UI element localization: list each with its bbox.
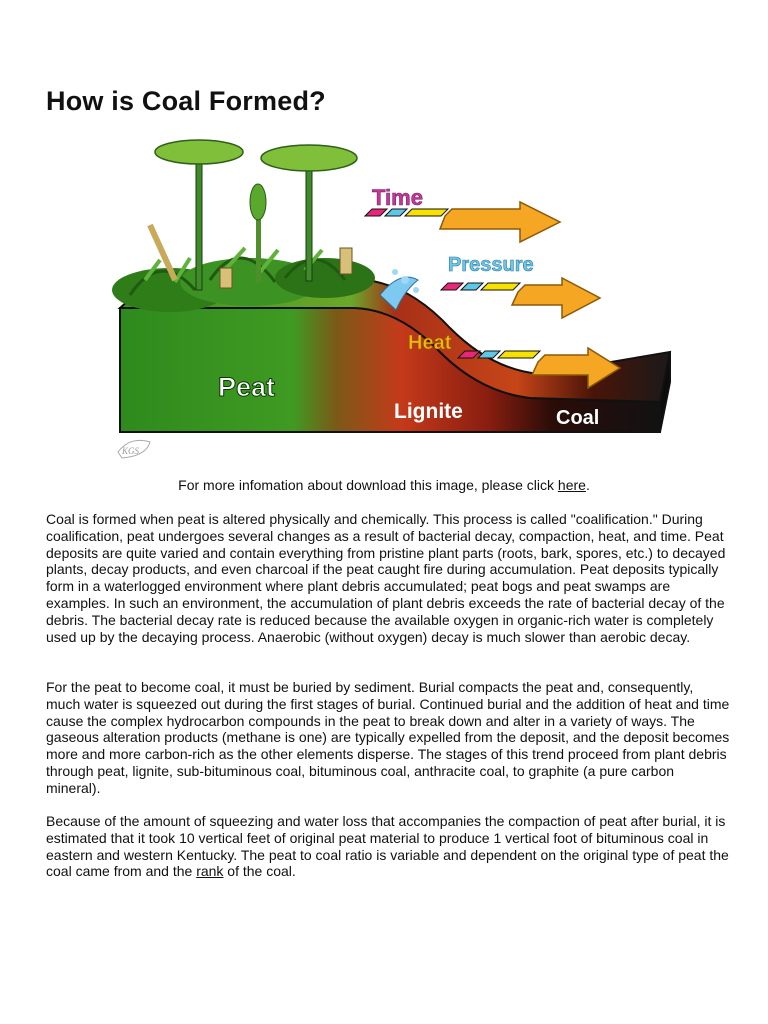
lignite-label: Lignite xyxy=(394,400,463,423)
pressure-label: Pressure xyxy=(448,254,534,276)
rank-link[interactable]: rank xyxy=(196,863,224,880)
kgs-logo-icon xyxy=(118,440,150,458)
coal-formation-illustration xyxy=(100,130,680,465)
paragraph-compaction-text: Because of the amount of squeezing and water loss that accompanies the compaction of peat after burial, it is estimated that it took 10 vertical feet of original peat material to produce 1 vertical foot of bituminous coal in eastern and western Kentucky. The peat to coal ratio is variable and dependent on the original type of peat the coal came from and the xyxy=(46,813,729,880)
peat-label: Peat xyxy=(218,372,276,402)
coal-label: Coal xyxy=(556,407,600,429)
page-title: How is Coal Formed? xyxy=(46,86,326,116)
caption-text: For more infomation about download this image, please click xyxy=(178,477,558,493)
paragraph-compaction xyxy=(46,813,730,880)
time-label: Time xyxy=(372,185,423,210)
heat-label: Heat xyxy=(408,332,452,354)
pressure-arrow xyxy=(441,278,600,318)
paragraph-burial: For the peat to become coal, it must be buried by sediment. Burial compacts the peat and, consequently, much water is squeezed out during the first stages of burial. Continued burial and the addition of heat and time cause the complex hydrocarbon compounds in the peat to break down and alter in a variety of ways. The gaseous alteration products (methane is one) are typically expelled from the deposit, and the deposit becomes more and more carbon-rich as the other elements disperse. The stages of this trend proceed from plant debris through peat, lignite, sub-bituminous coal, bituminous coal, anthracite coal, to graphite (a pure carbon mineral). xyxy=(46,679,730,796)
paragraph-compaction-end: of the coal. xyxy=(223,863,296,880)
here-link[interactable]: here xyxy=(557,477,586,493)
image-caption xyxy=(0,477,768,493)
kgs-logo-text: KGS xyxy=(122,446,140,456)
caption-end: . xyxy=(585,477,590,493)
paragraph-coalification: Coal is formed when peat is altered physically and chemically. This process is called "coalification." During coalification, peat undergoes several changes as a result of bacterial decay, compaction, heat, and time. Peat deposits are quite varied and contain everything from pristine plant parts (roots, bark, spores, etc.) to decayed plants, decay products, and even charcoal if the peat caught fire during accumulation. Peat deposits typically form in a waterlogged environment where plant debris accumulated; peat bogs and peat swamps are examples. In such an environment, the accumulation of plant debris exceeds the rate of bacterial decay of the debris. The bacterial decay rate is reduced because the available oxygen in organic-rich water is completely used up by the decaying process. Anaerobic (without oxygen) decay is much slower than aerobic decay. xyxy=(46,511,726,645)
